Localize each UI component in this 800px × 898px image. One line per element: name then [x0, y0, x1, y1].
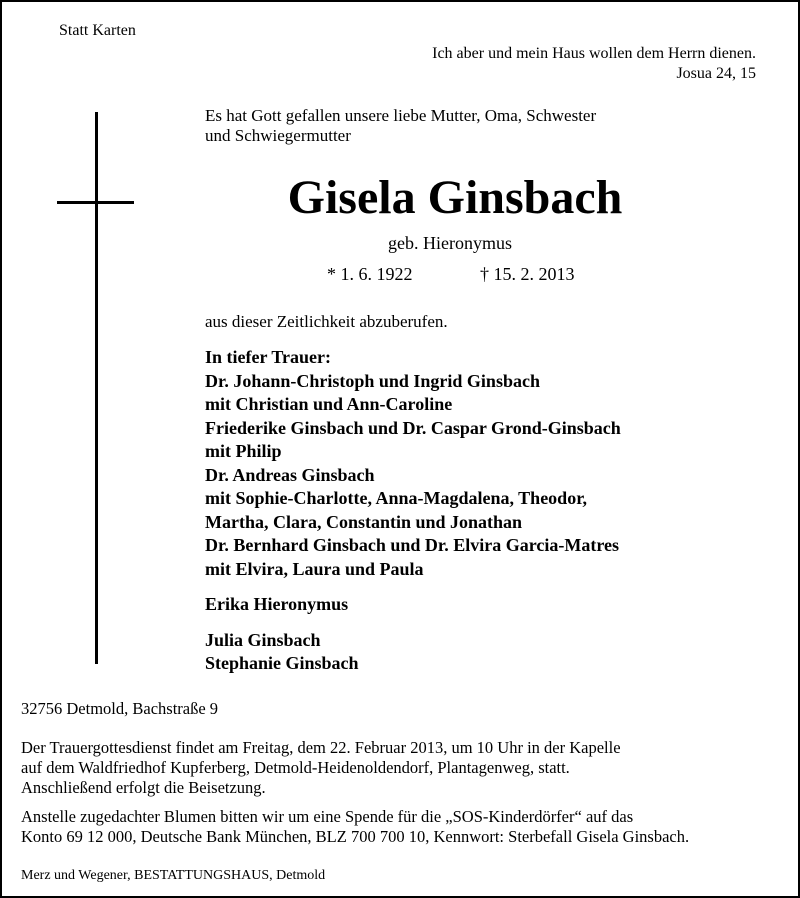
death-date: † 15. 2. 2013: [480, 264, 575, 284]
intro-line-1: Es hat Gott gefallen unsere liebe Mutter, Oma, Schwester: [205, 106, 597, 125]
mourners-list: [205, 346, 621, 676]
mourner-line: Dr. Bernhard Ginsbach und Dr. Elvira Garcia-Matres: [205, 535, 620, 555]
statt-karten-note: Statt Karten: [59, 22, 136, 39]
mourner-line: Dr. Johann-Christoph und Ingrid Ginsbach: [205, 370, 540, 391]
birth-date: * 1. 6. 1922: [327, 264, 413, 284]
mourner-line: Friederike Ginsbach und Dr. Caspar Grond-Ginsbach: [205, 417, 621, 438]
intro-line-2: und Schwiegermutter: [205, 126, 351, 145]
mourners-heading: In tiefer Trauer:: [205, 347, 331, 367]
family-address: 32756 Detmold, Bachstraße 9: [21, 699, 219, 718]
mourner-line: mit Elvira, Laura und Paula: [205, 558, 424, 579]
intro-closing: aus dieser Zeitlichkeit abzuberufen.: [205, 312, 448, 331]
mourner-line: mit Sophie-Charlotte, Anna-Magdalena, Theodor,: [205, 488, 588, 508]
bible-verse-reference: Josua 24, 15: [676, 65, 756, 82]
mourner-line: mit Christian und Ann-Caroline: [205, 394, 453, 414]
bible-verse: Ich aber und mein Haus wollen dem Herrn dienen.: [432, 45, 756, 62]
maiden-name: geb. Hieronymus: [388, 233, 512, 253]
donation-info: [21, 807, 689, 847]
mourner-line: Julia Ginsbach: [205, 629, 321, 650]
mourner-line: Stephanie Ginsbach: [205, 653, 359, 673]
mourner-line: Dr. Andreas Ginsbach: [205, 464, 375, 485]
service-line: Der Trauergottesdienst findet am Freitag, dem 22. Februar 2013, um 10 Uhr in der Kapelle: [21, 738, 621, 757]
service-line: Anschließend erfolgt die Beisetzung.: [21, 778, 266, 797]
donation-line: Konto 69 12 000, Deutsche Bank München, BLZ 700 700 10, Kennwort: Sterbefall Gisela Ginsbach.: [21, 827, 690, 846]
service-line: auf dem Waldfriedhof Kupferberg, Detmold-Heidenoldendorf, Plantagenweg, statt.: [21, 758, 570, 777]
donation-line: Anstelle zugedachter Blumen bitten wir um eine Spende für die „SOS-Kinderdörfer“ auf das: [21, 807, 634, 826]
mourner-line: mit Philip: [205, 441, 282, 461]
mourner-line: Erika Hieronymus: [205, 594, 349, 614]
service-info: [21, 738, 621, 798]
funeral-home-credit: Merz und Wegener, BESTATTUNGSHAUS, Detmold: [21, 868, 326, 883]
mourner-line: Martha, Clara, Constantin und Jonathan: [205, 511, 523, 532]
deceased-name: Gisela Ginsbach: [287, 171, 623, 224]
